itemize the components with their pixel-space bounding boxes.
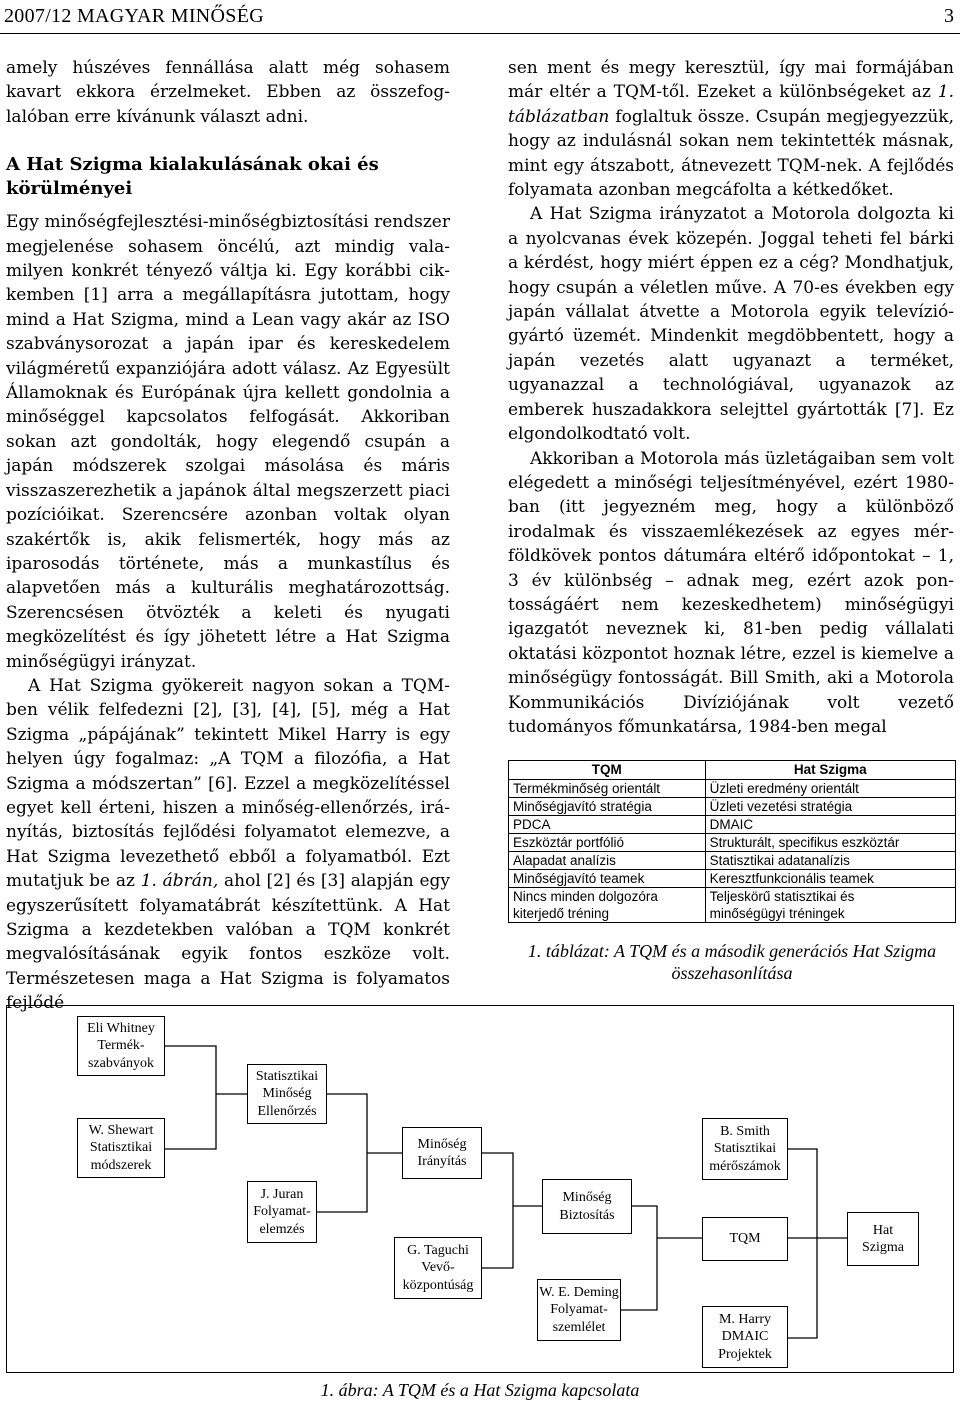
- left-column: [6, 56, 450, 1016]
- journal-issue: 2007/12 MAGYAR MINŐSÉG: [4, 5, 264, 27]
- paragraph: A Hat Szigma irányzatot a Motorola dolgozta ki a nyolcvanas évek közepén. Joggal teheti fel bárki a kérdést, hogy miért éppen ez a cég? Mondhatjuk, hogy csupán a véletlen műve. A 70-es években egy japán vállalat átvette a Motorola egyik televízió-gyártó üzemét. Mindenkit megdöbbentett, hogy a japán vezetés alatt ugyanazt a terméket, ugyanazzal a technológiával, ugyanazok az emberek huszadakkora selejttel gyártották [7]. Ez elgondolkodtató volt.: [508, 204, 954, 445]
- table-header-hat-szigma: Hat Szigma: [705, 761, 955, 780]
- page-number: 3: [944, 5, 954, 27]
- table-cell: Keresztfunkcionális teamek: [705, 870, 955, 888]
- table-cell: Minőségjavító stratégia: [509, 798, 706, 816]
- paragraph: Egy minőségfejlesztési-minőségbiztosítási rendszer megjelenése sohasem öncélú, azt mindig valamilyen konkrét tényező váltja ki. Egy korábbi cikkemben [1] arra a megállapításra jutottam, hogy mind a Hat Szigma, mind a Lean vagy akár az ISO szabványsorozat a japán ipar és kereskedelem világméretű expanziójára adott válasz. Az Egyesült Államoknak és Európának újra kellett gondolnia a minőséggel kapcsolatos felfogását. Akkoriban sokan azt gondolták, hogy elegendő csupán a japán módszerek szolgai másolása és máris visszaszerezhetik a japánok által megszerzett piaci pozícióikat. Szerencsére azonban voltak olyan szakértők is, akik felismerték, hogy más az iparosodás története, más a munkastílus és alapvetően más a kulturális meghatározottság. Szerencsésen ötvözték a keleti és nyugati megközelítést és így jöhetett létre a Hat Szigma minőségügyi irányzat.: [6, 212, 450, 672]
- flow-diagram: [6, 1005, 954, 1373]
- table-reference: 1. táblázatban: [508, 82, 954, 127]
- box-smith: B. Smith Statisztikai mérőszámok: [702, 1118, 788, 1180]
- paragraph: Akkoriban a Motorola más üzletágaiban sem volt elégedett a minőségi teljesítményével, ezért 1980-ban (itt jegyezném meg, hogy a különböző irodalmak és visszaemlékezések az egyes mérföldkövek pontos dátumára eltérő időpontokat – 1, 3 év különbség – adnak meg, ezért azok pontosságáért nem kezeskedhetem) minőségügyi igazgatót neveznek ki, 81-ben pedig vállalati oktatási központot hoznak létre, ezzel is kiemelve a minőségügy fontosságát. Bill Smith, aki a Motorola Kommunikációs Divíziójának volt vezető tudományos főmunkatársa, 1984-ben megal: [508, 448, 954, 737]
- comparison-table: [508, 760, 956, 923]
- table-cell: Teljeskörű statisztikai és minőségügyi tréningek: [705, 888, 955, 923]
- box-deming: W. E. Deming Folyamat- szemlélet: [537, 1279, 621, 1341]
- page-header: [0, 0, 960, 34]
- table-cell: DMAIC: [705, 816, 955, 834]
- figure-caption: 1. ábra: A TQM és a Hat Szigma kapcsolata: [320, 1380, 640, 1400]
- table-cell: PDCA: [509, 816, 706, 834]
- connector-line: [788, 1149, 817, 1338]
- table-cell: Termékminőség orientált: [509, 780, 706, 798]
- table-cell: Eszköztár portfólió: [509, 834, 706, 852]
- paragraph: amely húszéves fennállása alatt még sohasem kavart ekkora érzelmeket. Ebben az összefoglalóban erre kívánunk választ adni.: [6, 58, 450, 127]
- table-row: [509, 852, 956, 870]
- connector-line: [165, 1046, 216, 1149]
- box-hat-szigma: Hat Szigma: [847, 1212, 919, 1266]
- table-cell: Üzleti vezetési stratégia: [705, 798, 955, 816]
- text-run: foglaltuk össze. Csupán megjegyezzük, hogy az indulásnál sokan nem tekintették másnak, mint egy átszabott, átnevezett TQM-nek. A fejlődés folyamata azonban megcáfolta a kétkedőket.: [508, 106, 954, 201]
- table-row: [509, 798, 956, 816]
- table-row: [509, 888, 956, 923]
- box-juran: J. Juran Folyamat- elemzés: [247, 1181, 317, 1243]
- table-cell: Statisztikai adatanalízis: [705, 852, 955, 870]
- table-cell: Alapadat analízis: [509, 852, 706, 870]
- box-shewart: W. Shewart Statisztikai módszerek: [77, 1118, 165, 1178]
- table-header-tqm: TQM: [509, 761, 706, 780]
- box-minoseg-iranyitas: Minőség Irányítás: [402, 1127, 482, 1179]
- table-cell: Strukturált, specifikus eszköztár: [705, 834, 955, 852]
- paragraph: [508, 56, 954, 202]
- box-minoseg-biztositas: Minőség Biztosítás: [542, 1179, 632, 1234]
- section-heading: A Hat Szigma kialakulásának okai és körülményei: [6, 154, 379, 200]
- table-cell: Nincs minden dolgozóra kiterjedő tréning: [509, 888, 706, 923]
- text-run: ahol [2] és [3] alapján egy egyszerűsített folyamatábrát készítettünk. A Hat Szigma a kezdetekben valóban a TQM konkrét megvalósításának egyik fontos eszköze volt. Természetesen maga a Hat Szigma is folyamatos fejlődé: [6, 871, 450, 1014]
- box-statisztikai-ellenorzes: Statisztikai Minőség Ellenőrzés: [247, 1064, 327, 1124]
- table-row: [509, 870, 956, 888]
- table-header-row: [509, 761, 956, 780]
- figure-reference: 1. ábrán,: [140, 871, 219, 892]
- table-row: [509, 834, 956, 852]
- table-cell: Üzleti eredmény orientált: [705, 780, 955, 798]
- box-taguchi: G. Taguchi Vevő- központúság: [394, 1237, 482, 1299]
- table-caption: 1. táblázat: A TQM és a második generációs Hat Szigma összehasonlítása: [527, 941, 937, 983]
- box-eli-whitney: Eli Whitney Termék- szabványok: [77, 1016, 165, 1076]
- connector-line: [482, 1153, 513, 1268]
- text-run: sen ment és megy keresztül, így mai formájában már eltér a TQM-től. Ezeket a különbségeket az: [508, 58, 954, 103]
- right-column: [508, 56, 954, 739]
- box-tqm: TQM: [702, 1217, 788, 1261]
- table-cell: Minőségjavító teamek: [509, 870, 706, 888]
- table-row: [509, 780, 956, 798]
- paragraph: [6, 674, 450, 1016]
- text-run: A Hat Szigma gyökereit nagyon sokan a TQM-ben vélik felfedezni [2], [3], [4], [5], még a Hat Szigma „pápájának” tekintett Mikel Harry is egy helyen úgy fogalmaz: „A TQM a filozófia, a Hat Szigma a módszertan” [6]. Ezzel a megközelítéssel egyet kell érteni, hiszen a minőség-ellenőrzés, irányítás, biztosítás fejlődési folyamatot elemezve, a Hat Szigma levezethető ebből a folyamatból. Ezt mutatjuk be az: [6, 675, 450, 892]
- box-harry: M. Harry DMAIC Projektek: [702, 1306, 788, 1368]
- table-row: [509, 816, 956, 834]
